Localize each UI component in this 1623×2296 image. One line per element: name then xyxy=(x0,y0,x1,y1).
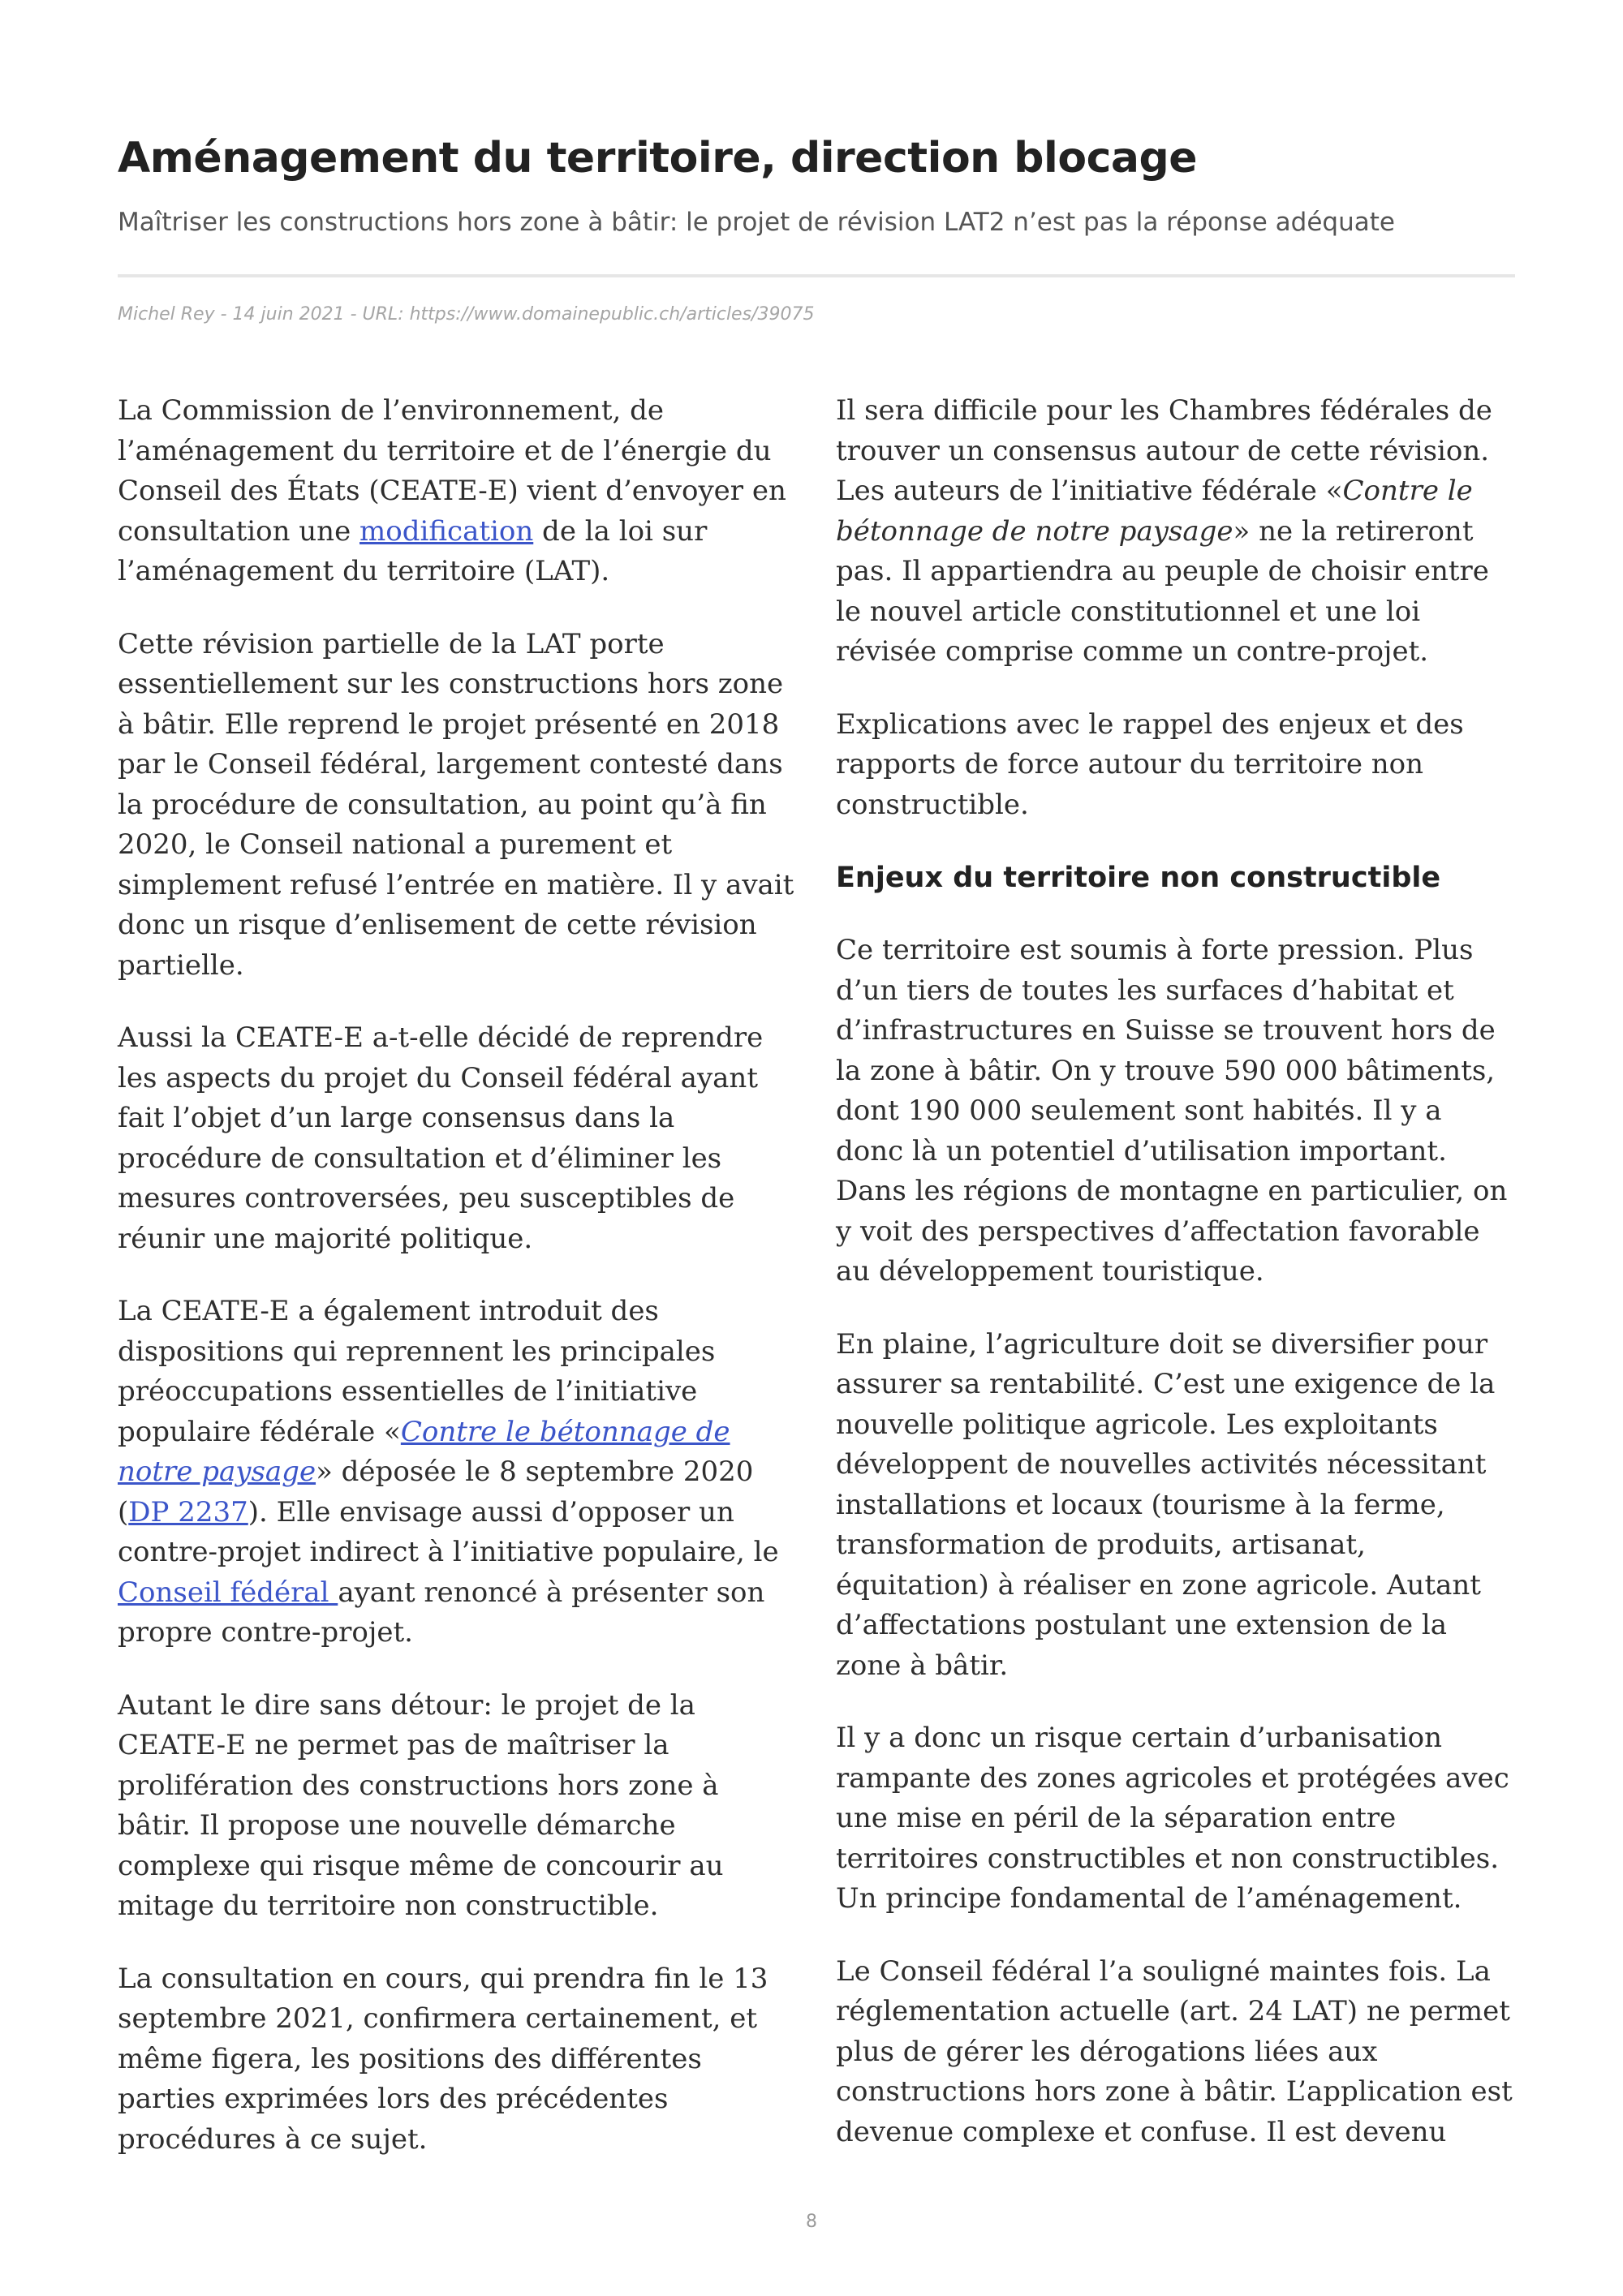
section-heading: Enjeux du territoire non constructible xyxy=(836,862,1441,894)
dp-2237-link[interactable]: DP 2237 xyxy=(128,1495,248,1529)
left-p4-text-3: ). Elle envisage aussi d’opposer un contre-projet indirect à l’initiative populaire, le xyxy=(118,1495,779,1568)
left-paragraph-5: Autant le dire sans détour: le projet de la CEATE-E ne permet pas de maîtriser la prolifération des constructions hors zone à bâtir. Il propose une nouvelle démarche complexe qui risque même de concourir au mitage du territoire non constructible. xyxy=(118,1688,724,1922)
initiative-link[interactable]: Contre le bétonnage de notre paysage xyxy=(118,1415,730,1488)
left-p4-text-1: La CEATE-E a également introduit des dispositions qui reprennent les principales préoccupations essentielles de l’initiative populaire fédérale « xyxy=(118,1295,716,1448)
left-p4-text-2: » déposée le 8 septembre 2020 ( xyxy=(118,1455,754,1529)
left-p1-text-before: La Commission de l’environnement, de l’aménagement du territoire et de l’énergie du Conseil des États (CEATE-E) vient d’envoyer en consultation une xyxy=(118,394,786,548)
conseil-federal-link[interactable]: Conseil fédéral xyxy=(118,1576,338,1609)
right-p1-text-before: Il sera difficile pour les Chambres fédérales de trouver un consensus autour de cette révision. Les auteurs de l’initiative fédérale « xyxy=(836,394,1492,507)
left-paragraph-2: Cette révision partielle de la LAT porte essentiellement sur les constructions hors zone à bâtir. Elle reprend le projet présenté en 2018 par le Conseil fédéral, largement contesté dans la procédure de consultation, au point qu’à fin 2020, le Conseil national a purement et simplement refusé l’entrée en matière. Il y avait donc un risque d’enlisement de cette révision partielle. xyxy=(118,627,794,982)
right-column xyxy=(836,391,1518,2185)
left-column xyxy=(118,391,799,2192)
right-paragraph-4: En plaine, l’agriculture doit se diversifier pour assurer sa rentabilité. C’est une exigence de la nouvelle politique agricole. Les exploitants développent de nouvelles activités nécessitant installations et locaux (tourisme à la ferme, transformation de produits, artisanat, équitation) à réaliser en zone agricole. Autant d’affectations postulant une extension de la zone à bâtir. xyxy=(836,1327,1496,1682)
right-paragraph-6: Le Conseil fédéral l’a souligné maintes fois. La réglementation actuelle (art. 24 LAT) ne permet plus de gérer les dérogations liées aux constructions hors zone à bâtir. L’application est devenue complexe et confuse. Il est devenu xyxy=(836,1954,1513,2148)
page-number: 8 xyxy=(806,2212,817,2232)
article-title: Aménagement du territoire, direction blocage xyxy=(118,134,1197,183)
left-paragraph-1 xyxy=(118,391,799,592)
left-paragraph-3: Aussi la CEATE-E a-t-elle décidé de reprendre les aspects du projet du Conseil fédéral ayant fait l’objet d’un large consensus dans la procédure de consultation et d’éliminer les mesures controversées, peu susceptibles de réunir une majorité politique. xyxy=(118,1021,764,1255)
right-p1-text-after: » ne la retireront pas. Il appartiendra au peuple de choisir entre le nouvel article constitutionnel et une loi révisée comprise comme un contre-projet. xyxy=(836,514,1489,668)
right-paragraph-2: Explications avec le rappel des enjeux et des rapports de force autour du territoire non constructible. xyxy=(836,707,1464,821)
right-paragraph-1 xyxy=(836,391,1518,673)
left-paragraph-6: La consultation en cours, qui prendra fin le 13 septembre 2021, confirmera certainement, et même figera, les positions des différentes parties exprimées lors des précédentes procédures à ce sujet. xyxy=(118,1962,768,2156)
article-subtitle: Maîtriser les constructions hors zone à bâtir: le projet de révision LAT2 n’est pas la réponse adéquate xyxy=(118,208,1395,237)
right-paragraph-5: Il y a donc un risque certain d’urbanisation rampante des zones agricoles et protégées avec une mise en péril de la séparation entre territoires constructibles et non constructibles. Un principe fondamental de l’aménagement. xyxy=(836,1722,1509,1915)
left-paragraph-4 xyxy=(118,1292,799,1653)
header-divider xyxy=(118,274,1515,277)
left-p4-text-4: ayant renoncé à présenter son propre contre-projet. xyxy=(118,1576,765,1649)
right-paragraph-3: Ce territoire est soumis à forte pression. Plus d’un tiers de toutes les surfaces d’habitat et d’infrastructures en Suisse se trouvent hors de la zone à bâtir. On y trouve 590 000 bâtiments, dont 190 000 seulement sont habités. Il y a donc là un potentiel d’utilisation important. Dans les régions de montagne en particulier, on y voit des perspectives d’affectation favorable au développement touristique. xyxy=(836,934,1508,1288)
article-byline: Michel Rey - 14 juin 2021 - URL: https://www.domainepublic.ch/articles/39075 xyxy=(118,304,815,325)
left-p1-text-after: de la loi sur l’aménagement du territoire (LAT). xyxy=(118,514,708,587)
modification-link[interactable]: modification xyxy=(359,514,534,548)
initiative-title-italic: Contre le bétonnage de notre paysage xyxy=(836,475,1473,548)
